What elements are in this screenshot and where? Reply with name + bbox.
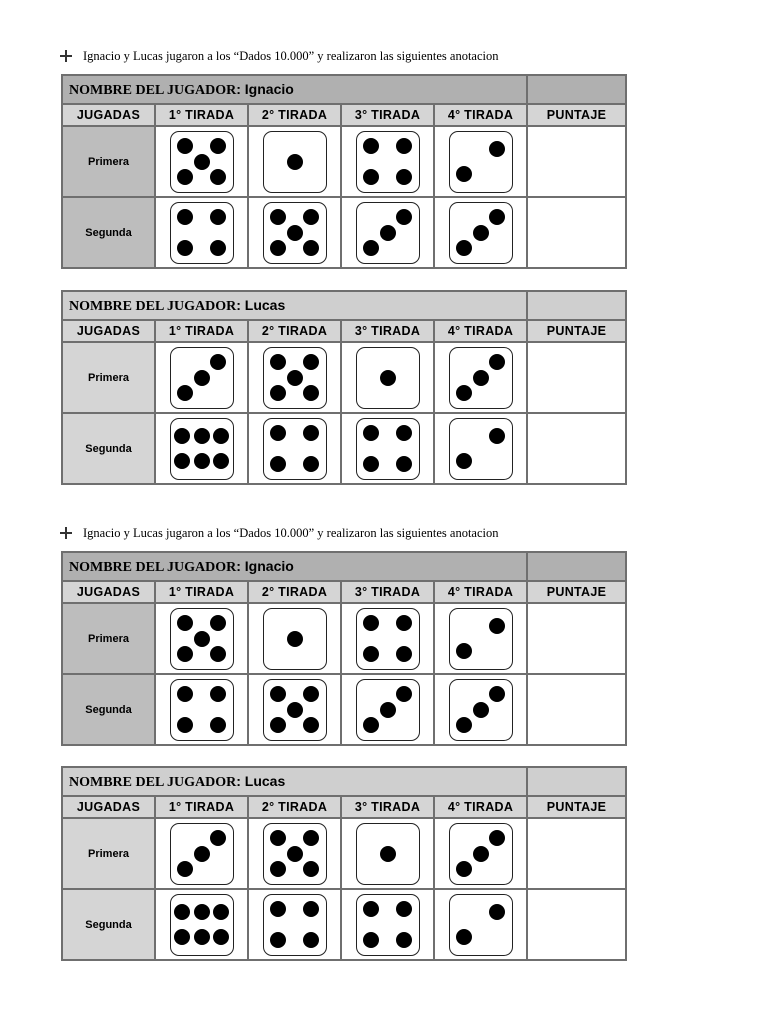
roll-cell: [248, 603, 341, 674]
player-row: [62, 75, 626, 104]
die-face-5-icon: [263, 679, 327, 741]
column-header: 1° TIRADA: [155, 320, 248, 342]
die-face-5-icon: [263, 823, 327, 885]
die-pip: [270, 354, 286, 370]
title-spacer-cell: [527, 552, 626, 581]
play-row: [62, 674, 626, 745]
roll-cell: [248, 413, 341, 484]
die-pip: [473, 846, 489, 862]
die-face-4-icon: [170, 202, 234, 264]
die-pip: [363, 615, 379, 631]
die-pip: [363, 240, 379, 256]
play-label: Primera: [62, 603, 155, 674]
score-field[interactable]: [527, 126, 626, 197]
score-field[interactable]: [527, 413, 626, 484]
score-table-lucas: [61, 290, 627, 485]
roll-cell: [341, 603, 434, 674]
die-pip: [194, 929, 210, 945]
column-header: 4° TIRADA: [434, 104, 527, 126]
column-header: PUNTAJE: [527, 104, 626, 126]
die-pip: [363, 901, 379, 917]
die-pip: [194, 428, 210, 444]
die-pip: [456, 861, 472, 877]
player-row: [62, 552, 626, 581]
player-name: Ignacio: [244, 80, 294, 97]
die-pip: [194, 453, 210, 469]
play-label: Primera: [62, 342, 155, 413]
play-label: Segunda: [62, 413, 155, 484]
play-label: Segunda: [62, 889, 155, 960]
title-spacer-cell: [527, 767, 626, 796]
roll-cell: [248, 674, 341, 745]
die-pip: [270, 686, 286, 702]
roll-cell: [341, 674, 434, 745]
die-pip: [270, 385, 286, 401]
die-pip: [194, 846, 210, 862]
die-pip: [303, 385, 319, 401]
die-pip: [174, 428, 190, 444]
die-pip: [270, 209, 286, 225]
player-title: [62, 552, 527, 581]
die-pip: [396, 456, 412, 472]
die-pip: [210, 138, 226, 154]
die-pip: [174, 453, 190, 469]
player-label: NOMBRE DEL JUGADOR: [69, 774, 237, 790]
cross-bullet-icon: [60, 50, 72, 62]
player-name: Lucas: [244, 296, 286, 313]
column-header: 3° TIRADA: [341, 104, 434, 126]
die-pip: [213, 929, 229, 945]
die-pip: [270, 717, 286, 733]
die-pip: [210, 615, 226, 631]
roll-cell: [434, 413, 527, 484]
roll-cell: [341, 342, 434, 413]
column-header: 2° TIRADA: [248, 104, 341, 126]
player-name: Ignacio: [244, 557, 294, 574]
die-face-5-icon: [263, 347, 327, 409]
die-pip: [473, 702, 489, 718]
die-face-2-icon: [449, 131, 513, 193]
die-pip: [210, 717, 226, 733]
die-face-3-icon: [449, 823, 513, 885]
intro-text: Ignacio y Lucas jugaron a los “Dados 10.000” y realizaron las siguientes anotacion: [83, 525, 499, 540]
title-spacer-cell: [527, 291, 626, 320]
roll-cell: [155, 126, 248, 197]
play-row: [62, 126, 626, 197]
roll-cell: [341, 818, 434, 889]
die-pip: [396, 932, 412, 948]
score-field[interactable]: [527, 889, 626, 960]
die-pip: [396, 425, 412, 441]
intro-text: Ignacio y Lucas jugaron a los “Dados 10.000” y realizaron las siguientes anotacion: [83, 48, 499, 63]
die-face-3-icon: [170, 347, 234, 409]
score-field[interactable]: [527, 603, 626, 674]
score-field[interactable]: [527, 818, 626, 889]
column-header: 3° TIRADA: [341, 320, 434, 342]
die-pip: [396, 686, 412, 702]
die-pip: [174, 929, 190, 945]
intro-line: [60, 46, 530, 66]
die-pip: [456, 240, 472, 256]
die-pip: [489, 904, 505, 920]
player-row: [62, 291, 626, 320]
die-pip: [213, 428, 229, 444]
die-pip: [287, 846, 303, 862]
column-header: JUGADAS: [62, 581, 155, 603]
die-pip: [210, 686, 226, 702]
die-pip: [489, 354, 505, 370]
die-face-2-icon: [449, 418, 513, 480]
die-pip: [396, 901, 412, 917]
die-face-4-icon: [356, 894, 420, 956]
die-pip: [270, 425, 286, 441]
die-pip: [287, 702, 303, 718]
play-row: [62, 889, 626, 960]
die-pip: [194, 904, 210, 920]
die-pip: [456, 717, 472, 733]
die-pip: [287, 154, 303, 170]
die-pip: [194, 370, 210, 386]
roll-cell: [248, 889, 341, 960]
roll-cell: [155, 818, 248, 889]
die-pip: [396, 209, 412, 225]
roll-cell: [248, 126, 341, 197]
die-face-4-icon: [170, 679, 234, 741]
die-pip: [303, 901, 319, 917]
roll-cell: [434, 674, 527, 745]
roll-cell: [248, 197, 341, 268]
die-pip: [177, 169, 193, 185]
die-face-3-icon: [356, 679, 420, 741]
roll-cell: [434, 126, 527, 197]
die-pip: [456, 453, 472, 469]
score-table-ignacio: [61, 551, 627, 746]
column-header: PUNTAJE: [527, 796, 626, 818]
roll-cell: [434, 197, 527, 268]
column-header: PUNTAJE: [527, 581, 626, 603]
player-title: [62, 767, 527, 796]
column-header: 4° TIRADA: [434, 796, 527, 818]
column-header: 3° TIRADA: [341, 796, 434, 818]
column-header: 4° TIRADA: [434, 581, 527, 603]
die-pip: [380, 702, 396, 718]
die-pip: [177, 240, 193, 256]
die-pip: [396, 615, 412, 631]
die-pip: [287, 225, 303, 241]
die-face-3-icon: [356, 202, 420, 264]
score-field[interactable]: [527, 197, 626, 268]
die-pip: [456, 929, 472, 945]
roll-cell: [434, 889, 527, 960]
die-face-6-icon: [170, 894, 234, 956]
header-row: [62, 796, 626, 818]
title-spacer-cell: [527, 75, 626, 104]
die-pip: [194, 154, 210, 170]
column-header: JUGADAS: [62, 104, 155, 126]
die-pip: [489, 686, 505, 702]
die-face-5-icon: [170, 131, 234, 193]
die-pip: [270, 901, 286, 917]
die-pip: [177, 686, 193, 702]
column-header: 3° TIRADA: [341, 581, 434, 603]
die-face-5-icon: [263, 202, 327, 264]
die-pip: [489, 209, 505, 225]
die-pip: [363, 169, 379, 185]
play-row: [62, 603, 626, 674]
play-row: [62, 818, 626, 889]
die-pip: [303, 932, 319, 948]
play-label: Primera: [62, 818, 155, 889]
player-label: NOMBRE DEL JUGADOR: [69, 559, 237, 575]
die-pip: [363, 138, 379, 154]
die-pip: [489, 141, 505, 157]
die-pip: [396, 646, 412, 662]
die-pip: [303, 209, 319, 225]
header-row: [62, 104, 626, 126]
die-pip: [287, 370, 303, 386]
label-colon: :: [236, 296, 245, 313]
die-pip: [489, 428, 505, 444]
roll-cell: [155, 342, 248, 413]
label-colon: :: [236, 772, 245, 789]
die-pip: [270, 861, 286, 877]
die-pip: [194, 631, 210, 647]
die-pip: [456, 643, 472, 659]
die-pip: [363, 646, 379, 662]
die-pip: [213, 453, 229, 469]
die-face-1-icon: [356, 823, 420, 885]
score-field[interactable]: [527, 342, 626, 413]
die-pip: [177, 138, 193, 154]
die-pip: [396, 169, 412, 185]
die-pip: [210, 209, 226, 225]
roll-cell: [155, 413, 248, 484]
die-pip: [270, 456, 286, 472]
player-label: NOMBRE DEL JUGADOR: [69, 298, 237, 314]
die-pip: [174, 904, 190, 920]
die-pip: [363, 717, 379, 733]
die-face-1-icon: [263, 131, 327, 193]
die-pip: [177, 385, 193, 401]
die-pip: [380, 225, 396, 241]
die-face-2-icon: [449, 608, 513, 670]
die-pip: [380, 370, 396, 386]
player-row: [62, 767, 626, 796]
header-row: [62, 581, 626, 603]
intro-line: [60, 523, 530, 543]
play-row: [62, 413, 626, 484]
die-pip: [210, 830, 226, 846]
die-pip: [303, 830, 319, 846]
die-pip: [363, 425, 379, 441]
die-face-4-icon: [356, 608, 420, 670]
column-header: 2° TIRADA: [248, 320, 341, 342]
column-header: 2° TIRADA: [248, 581, 341, 603]
die-pip: [456, 385, 472, 401]
die-pip: [303, 861, 319, 877]
die-pip: [303, 456, 319, 472]
die-pip: [489, 830, 505, 846]
roll-cell: [155, 197, 248, 268]
roll-cell: [341, 889, 434, 960]
die-pip: [210, 169, 226, 185]
roll-cell: [341, 126, 434, 197]
column-header: 4° TIRADA: [434, 320, 527, 342]
die-face-4-icon: [263, 894, 327, 956]
die-pip: [303, 686, 319, 702]
header-row: [62, 320, 626, 342]
die-pip: [177, 615, 193, 631]
column-header: 2° TIRADA: [248, 796, 341, 818]
die-pip: [270, 932, 286, 948]
column-header: JUGADAS: [62, 796, 155, 818]
roll-cell: [248, 818, 341, 889]
die-pip: [270, 830, 286, 846]
roll-cell: [248, 342, 341, 413]
play-row: [62, 342, 626, 413]
player-label: NOMBRE DEL JUGADOR: [69, 82, 237, 98]
roll-cell: [155, 603, 248, 674]
die-face-1-icon: [356, 347, 420, 409]
play-row: [62, 197, 626, 268]
column-header: 1° TIRADA: [155, 104, 248, 126]
die-pip: [210, 646, 226, 662]
column-header: 1° TIRADA: [155, 581, 248, 603]
die-pip: [177, 646, 193, 662]
player-title: [62, 75, 527, 104]
die-face-1-icon: [263, 608, 327, 670]
die-pip: [303, 354, 319, 370]
column-header: JUGADAS: [62, 320, 155, 342]
die-face-2-icon: [449, 894, 513, 956]
roll-cell: [155, 889, 248, 960]
die-pip: [473, 370, 489, 386]
score-table-lucas: [61, 766, 627, 961]
play-label: Primera: [62, 126, 155, 197]
label-colon: :: [236, 557, 245, 574]
die-pip: [380, 846, 396, 862]
player-name: Lucas: [244, 772, 286, 789]
die-pip: [396, 138, 412, 154]
play-label: Segunda: [62, 674, 155, 745]
die-face-4-icon: [356, 131, 420, 193]
die-pip: [210, 240, 226, 256]
die-face-3-icon: [449, 202, 513, 264]
roll-cell: [341, 413, 434, 484]
die-pip: [287, 631, 303, 647]
die-face-3-icon: [449, 679, 513, 741]
die-pip: [210, 354, 226, 370]
die-pip: [270, 240, 286, 256]
die-pip: [363, 456, 379, 472]
roll-cell: [434, 818, 527, 889]
player-title: [62, 291, 527, 320]
die-pip: [489, 618, 505, 634]
label-colon: :: [236, 80, 245, 97]
die-face-3-icon: [449, 347, 513, 409]
die-pip: [177, 209, 193, 225]
die-face-6-icon: [170, 418, 234, 480]
die-pip: [303, 240, 319, 256]
die-face-5-icon: [170, 608, 234, 670]
roll-cell: [341, 197, 434, 268]
score-field[interactable]: [527, 674, 626, 745]
die-pip: [473, 225, 489, 241]
die-pip: [177, 717, 193, 733]
die-pip: [213, 904, 229, 920]
roll-cell: [434, 603, 527, 674]
die-pip: [363, 932, 379, 948]
roll-cell: [155, 674, 248, 745]
die-pip: [177, 861, 193, 877]
die-pip: [303, 425, 319, 441]
cross-bullet-icon: [60, 527, 72, 539]
die-face-4-icon: [263, 418, 327, 480]
column-header: PUNTAJE: [527, 320, 626, 342]
die-face-3-icon: [170, 823, 234, 885]
die-pip: [303, 717, 319, 733]
score-table-ignacio: [61, 74, 627, 269]
die-face-4-icon: [356, 418, 420, 480]
play-label: Segunda: [62, 197, 155, 268]
roll-cell: [434, 342, 527, 413]
column-header: 1° TIRADA: [155, 796, 248, 818]
die-pip: [456, 166, 472, 182]
